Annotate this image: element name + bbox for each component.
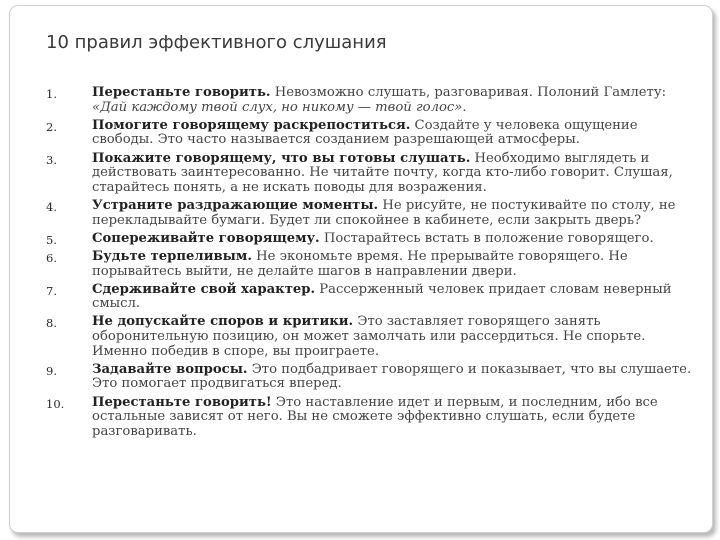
- list-item-number: 8.: [46, 316, 57, 331]
- list-item-number: 2.: [46, 119, 57, 134]
- list-item-text: Постарайтесь встать в положение говорящего.: [319, 230, 654, 246]
- list-item-heading: Перестаньте говорить.: [92, 85, 271, 100]
- list-item-text: Это наставление идет и первым, и последним, ибо все остальные зависят от него. Вы не сможете эффективно слушать, если будете разговаривать.: [92, 394, 658, 439]
- list-item-number: 1.: [46, 87, 57, 101]
- list-item-text: Рассерженный человек придает словам неверный смысл.: [92, 281, 672, 312]
- list-item-heading: Устраните раздражающие моменты.: [92, 197, 379, 213]
- list-item: [46, 86, 696, 115]
- list-item: [46, 152, 696, 196]
- list-item-text: Не рисуйте, не постукивайте по столу, не перекладывайте бумаги. Будет ли спокойнее в кабинете, если закрыть дверь?: [92, 197, 676, 228]
- list-item-number: 7.: [46, 283, 57, 298]
- list-item-heading: Сдерживайте свой характер.: [92, 281, 316, 297]
- list-item: [46, 199, 696, 228]
- list-item-number: 4.: [46, 199, 57, 214]
- list-item-text: Не экономьте время. Не прерывайте говорящего. Не порывайтесь выйти, не делайте шагов в направлении двери.: [92, 248, 628, 279]
- list-item-heading: Перестаньте говорить!: [92, 394, 272, 410]
- hamlet-quote: «Дай каждому твой слух, но никому — твой голос»: [92, 99, 463, 115]
- list-item-number: 9.: [46, 363, 57, 378]
- list-item-text: Необходимо выглядеть и действовать заинтересованно. Не читайте почту, когда кто-либо говорит. Слушая, старайтесь понять, а не искать поводы для возражения.: [92, 150, 673, 195]
- list-item-heading: Не допускайте споров и критики.: [92, 314, 354, 330]
- page-title: 10 правил эффективного слушания: [46, 32, 387, 53]
- list-item: [46, 363, 696, 392]
- list-item-heading: Покажите говорящему, что вы готовы слушать.: [92, 150, 471, 166]
- list-item: [46, 232, 696, 247]
- list-item-heading: Будьте терпеливым.: [92, 248, 252, 264]
- list-item: [46, 283, 696, 312]
- list-item-text: Невозможно слушать, разговаривая. Полоний Гамлету:: [270, 85, 667, 100]
- list-item-number: 3.: [46, 152, 57, 167]
- rules-list: [46, 86, 696, 443]
- list-item-heading: Сопереживайте говорящему.: [92, 230, 320, 246]
- list-item-text: Это подбадривает говорящего и показывает, что вы слушаете. Это помогает продвигаться вперед.: [92, 361, 692, 392]
- list-item: [46, 315, 696, 359]
- list-item: [46, 250, 696, 279]
- slide: [9, 5, 713, 533]
- list-item-number: 5.: [46, 232, 57, 247]
- list-item-number: 10.: [46, 396, 65, 411]
- list-item-heading: Задавайте вопросы.: [92, 361, 248, 377]
- list-item-heading: Помогите говорящему раскрепоститься.: [92, 117, 411, 133]
- list-item-text: Создайте у человека ощущение свободы. Это часто называется созданием разрешающей атмосферы.: [92, 117, 638, 148]
- list-item: [46, 396, 696, 440]
- list-item-number: 6.: [46, 250, 57, 265]
- list-item-text-end: .: [462, 99, 467, 115]
- list-item-text: Это заставляет говорящего занять оборонительную позицию, он может замолчать или рассердиться. Не спорьте. Именно победив в споре, вы проиграете.: [92, 314, 646, 359]
- list-item: [46, 119, 696, 148]
